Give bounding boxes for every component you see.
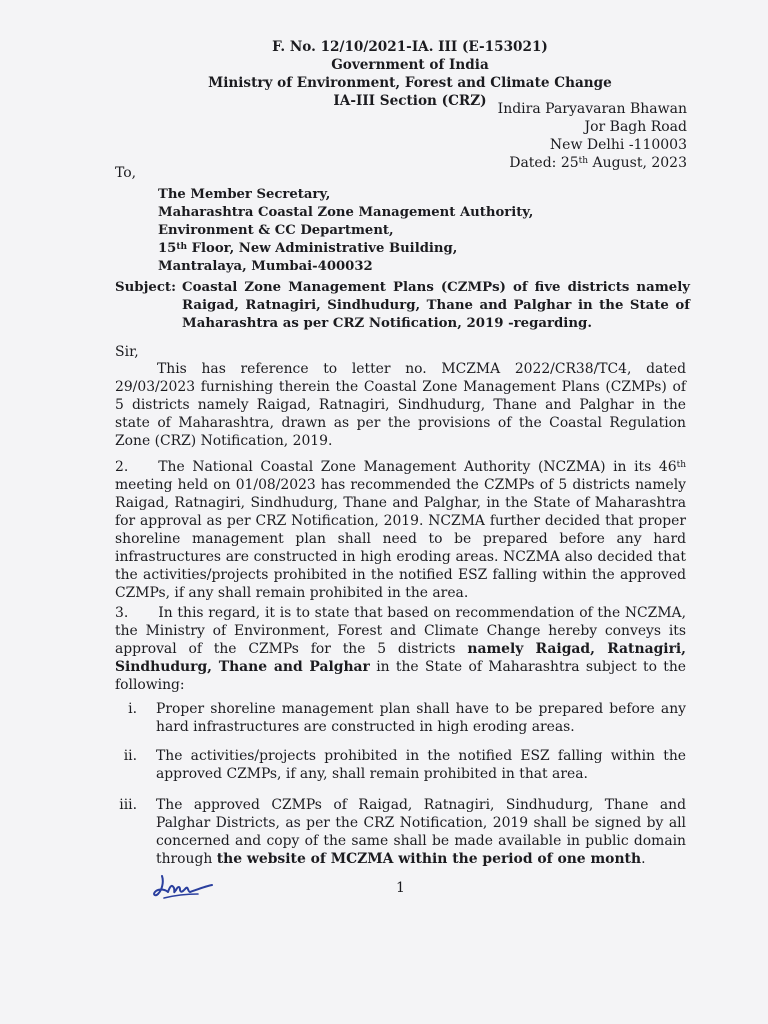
address-road: Jor Bagh Road	[584, 119, 687, 135]
recipient-line: Mantralaya, Mumbai-400032	[158, 259, 373, 274]
recipient-line: Environment & CC Department,	[158, 223, 394, 238]
address-city: New Delhi -110003	[549, 137, 687, 153]
page-number: 1	[396, 880, 405, 896]
signature-icon	[150, 870, 220, 904]
letter-date: Dated: 25th August, 2023	[509, 155, 687, 171]
recipient-line: Maharashtra Coastal Zone Management Authority,	[158, 205, 534, 220]
file-number: F. No. 12/10/2021-IA. III (E-153021)	[272, 39, 548, 55]
subject-block	[115, 279, 690, 333]
condition-item: ii. The activities/projects prohibited in the notified ESZ falling within the approved CZMPs, if any, shall remain prohibited in that area.	[123, 748, 686, 782]
condition-item: i. Proper shoreline management plan shall have to be prepared before any hard infrastructures are constructed in high eroding areas.	[128, 701, 686, 735]
paragraph-1: This has reference to letter no. MCZMA 2022/CR38/TC4, dated 29/03/2023 furnishing therein the Coastal Zone Management Plans (CZMPs) of 5 districts namely Raigad, Ratnagiri, Sindhudurg, Thane and Palghar in the state of Maharashtra, drawn as per the provisions of the Coastal Regulation Zone (CRZ) Notification, 2019.	[115, 361, 686, 449]
to-label: To,	[115, 165, 137, 181]
sender-address	[427, 100, 687, 172]
recipient-line: 15th Floor, New Administrative Building,	[158, 241, 458, 256]
section-heading: IA-III Section (CRZ)	[333, 93, 487, 109]
recipient-block	[158, 186, 533, 276]
paragraph-2: 2. The National Coastal Zone Management Authority (NCZMA) in its 46th meeting held on 01/08/2023 has recommended the CZMPs of 5 districts namely Raigad, Ratnagiri, Sindhudurg, Thane and Palghar, in the State of Maharashtra for approval as per CRZ Notification, 2019. NCZMA further decided that proper shoreline management plan shall need to be prepared before any hard infrastructures are constructed in high eroding areas. NCZMA also decided that the activities/projects prohibited in the notified ESZ falling within the approved CZMPs, if any shall remain prohibited in the area.	[115, 459, 686, 601]
subject-label: Subject:	[115, 280, 176, 295]
paragraph-3: 3. In this regard, it is to state that based on recommendation of the NCZMA, the Ministry of Environment, Forest and Climate Change hereby conveys its approval of the CZMPs for the 5 districts namely Raigad, Ratnagiri, Sindhudurg, Thane and Palghar in the State of Maharashtra subject to the following:	[115, 605, 686, 693]
salutation: Sir,	[115, 344, 139, 360]
government-heading: Government of India	[331, 57, 489, 73]
address-building: Indira Paryavaran Bhawan	[497, 101, 687, 117]
condition-item: iii. The approved CZMPs of Raigad, Ratnagiri, Sindhudurg, Thane and Palghar Districts, as per the CRZ Notification, 2019 shall be signed by all concerned and copy of the same shall be made available in public domain through the website of MCZMA within the period of one month.	[119, 797, 686, 867]
ministry-heading: Ministry of Environment, Forest and Climate Change	[208, 75, 612, 91]
subject-text: Coastal Zone Management Plans (CZMPs) of five districts namely Raigad, Ratnagiri, Sindhudurg, Thane and Palghar in the State of Maharashtra as per CRZ Notification, 2019 -regarding.	[182, 280, 690, 331]
recipient-line: The Member Secretary,	[158, 187, 331, 202]
